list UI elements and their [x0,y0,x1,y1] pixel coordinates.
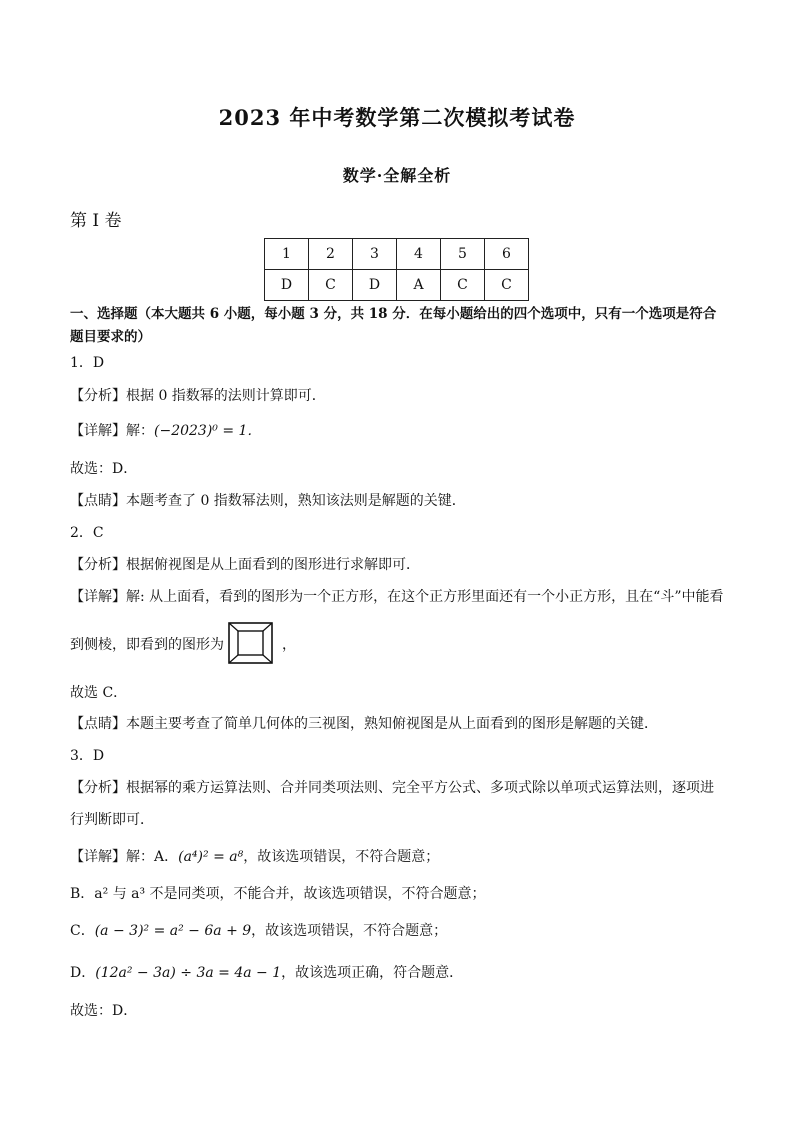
q2-comment: 【点睛】本题主要考查了简单几何体的三视图，熟知俯视图是从上面看到的图形是解题的关键． [70,716,658,732]
q2-number: 2．C [70,525,104,541]
square-frustum-top-view-icon [228,622,273,664]
q2-choose: 故选 C． [70,685,128,701]
answer-table-number-row [265,239,529,270]
q1-detail [70,420,261,440]
q3-analysis-line2: 行判断即可． [70,812,154,828]
q3-detail-c-math: (a − 3)² = a² − 6a + 9 [94,923,252,939]
q1-comment: 【点睛】本题考查了 0 指数幂法则，熟知该法则是解题的关键． [70,493,466,509]
q3-detail-d-math: (12a² − 3a) ÷ 3a = 4a − 1 [95,965,282,981]
q1-detail-math: (−2023)⁰ = 1． [154,423,262,439]
answer-number-cell: 2 [309,239,353,270]
answer-table [264,238,529,301]
answer-letter-cell: D [353,270,397,301]
answer-letter-cell: C [309,270,353,301]
q3-detail-a-math: (a⁴)² = a⁸ [178,849,244,865]
answer-number-cell: 4 [397,239,441,270]
q1-choose: 故选：D． [70,461,138,477]
answer-number-cell: 5 [441,239,485,270]
q1-number: 1．D [70,355,105,371]
q3-detail-d-suffix: ，故该选项正确，符合题意． [281,965,464,981]
q2-detail-line1: 【详解】解: 从上面看，看到的图形为一个正方形，在这个正方形里面还有一个小正方形，且在“斗”中能看 [70,589,724,605]
q3-detail-a-suffix: ，故该选项错误，不符合题意； [243,849,440,865]
top-view-figure [228,622,273,664]
q3-detail-a [70,846,439,866]
answer-number-cell: 1 [265,239,309,270]
answer-number-cell: 3 [353,239,397,270]
answer-letter-cell: D [265,270,309,301]
q3-detail-a-prefix: 【详解】解：A． [70,849,179,865]
q1-detail-prefix: 【详解】解： [70,423,154,439]
q2-detail-line2-suffix: ， [282,637,296,653]
answer-letter-cell: C [485,270,529,301]
q3-analysis-line1: 【分析】根据幂的乘方运算法则、合并同类项法则、完全平方公式、多项式除以单项式运算法则，逐项进 [70,780,714,796]
q3-number: 3．D [70,748,105,764]
section-heading-line1: 一、选择题（本大题共 6 小题，每小题 3 分，共 18 分．在每小题给出的四个选项中，只有一个选项是符合 [70,306,717,322]
q3-choose: 故选：D． [70,1003,138,1019]
volume-label: 第 I 卷 [70,211,122,231]
answer-letter-cell: A [397,270,441,301]
q3-detail-c-prefix: C． [70,923,95,939]
q1-analysis: 【分析】根据 0 指数幂的法则计算即可． [70,388,326,404]
answer-table-answer-row [265,270,529,301]
section-heading-line2: 题目要求的） [70,329,151,345]
q3-detail-c [70,920,447,940]
q2-detail-line2-prefix: 到侧棱，即看到的图形为 [70,637,224,653]
answer-letter-cell: C [441,270,485,301]
q3-detail-d-prefix: D． [70,965,96,981]
q2-analysis: 【分析】根据俯视图是从上面看到的图形进行求解即可． [70,557,420,573]
answer-number-cell: 6 [485,239,529,270]
page-subtitle: 数学·全解全析 [342,166,452,185]
page-title: 2023 年中考数学第二次模拟考试卷 [218,105,576,130]
q3-detail-d [70,962,463,982]
q3-detail-c-suffix: ，故该选项错误，不符合题意； [251,923,448,939]
q3-detail-b: B．a² 与 a³ 不是同类项，不能合并，故该选项错误，不符合题意； [70,886,486,902]
